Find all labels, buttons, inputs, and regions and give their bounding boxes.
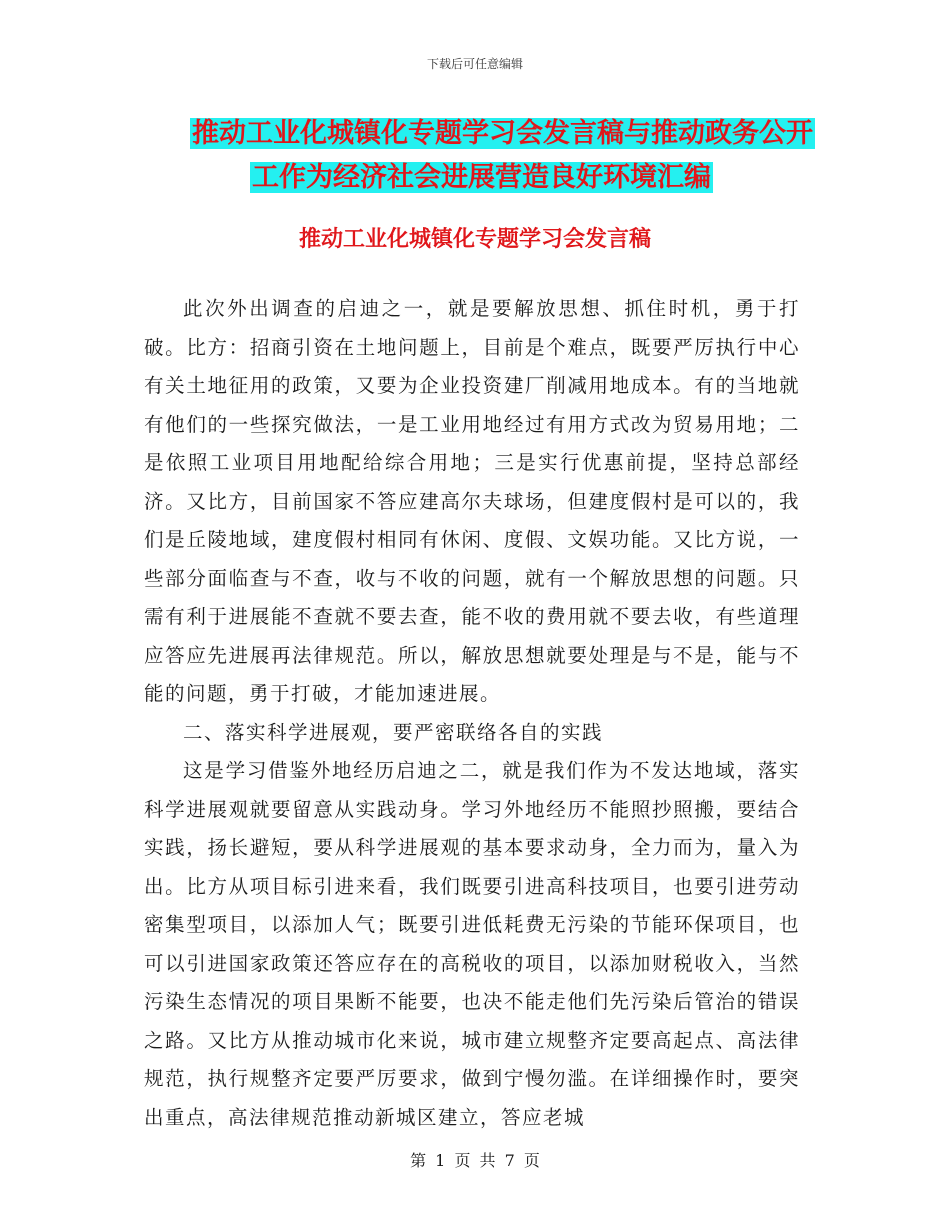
document-title	[160, 112, 820, 200]
page-number-footer: 第 1 页 共 7 页	[410, 1151, 540, 1170]
title-line-1	[160, 112, 820, 156]
paragraph-3: 这是学习借鉴外地经历启迪之二，就是我们作为不发达地域，落实科学进展观就要留意从实践动身。学习外地经历不能照抄照搬，要结合实践，扬长避短，要从科学进展观的基本要求动身，全力而为，量入为出。比方从项目标引进来看，我们既要引进高科技项目，也要引进劳动密集型项目，以添加人气；既要引进低耗费无污染的节能环保项目，也可以引进国家政策还答应存在的高税收的项目，以添加财税收入，当然污染生态情况的项目果断不能要，也决不能走他们先污染后管治的错误之路。又比方从推动城市化来说，城市建立规整齐定要高起点、高法律规范，执行规整齐定要严厉要求，做到宁慢勿滥。在详细操作时，要突出重点，高法律规范推动新城区建立，答应老城	[144, 759, 800, 1129]
title-line-2	[160, 156, 820, 200]
title-line-2-text: 工作为经济社会进展营造良好环境汇编	[252, 162, 711, 193]
body-text	[144, 290, 800, 1137]
header-note: 下载后可任意编辑	[426, 57, 523, 71]
paragraph-2-heading: 二、落实科学进展观，要严密联络各自的实践	[183, 720, 604, 744]
title-line-1-text: 推动工业化城镇化专题学习会发言稿与推动政务公开	[192, 118, 813, 149]
section-title: 推动工业化城镇化专题学习会发言稿	[298, 227, 651, 252]
paragraph-1: 此次外出调查的启迪之一，就是要解放思想、抓住时机，勇于打破。比方：招商引资在土地问题上，目前是个难点，既要严厉执行中心有关土地征用的政策，又要为企业投资建厂削减用地成本。有的当地就有他们的一些探究做法，一是工业用地经过有用方式改为贸易用地；二是依照工业项目用地配给综合用地；三是实行优惠前提，坚持总部经济。又比方，目前国家不答应建高尔夫球场，但建度假村是可以的，我们是丘陵地域，建度假村相同有休闲、度假、文娱功能。又比方说，一些部分面临查与不查，收与不收的问题，就有一个解放思想的问题。只需有利于进展能不查就不要去查，能不收的费用就不要去收，有些道理应答应先进展再法律规范。所以，解放思想就要处理是与不是，能与不能的问题，勇于打破，才能加速进展。	[144, 297, 800, 705]
